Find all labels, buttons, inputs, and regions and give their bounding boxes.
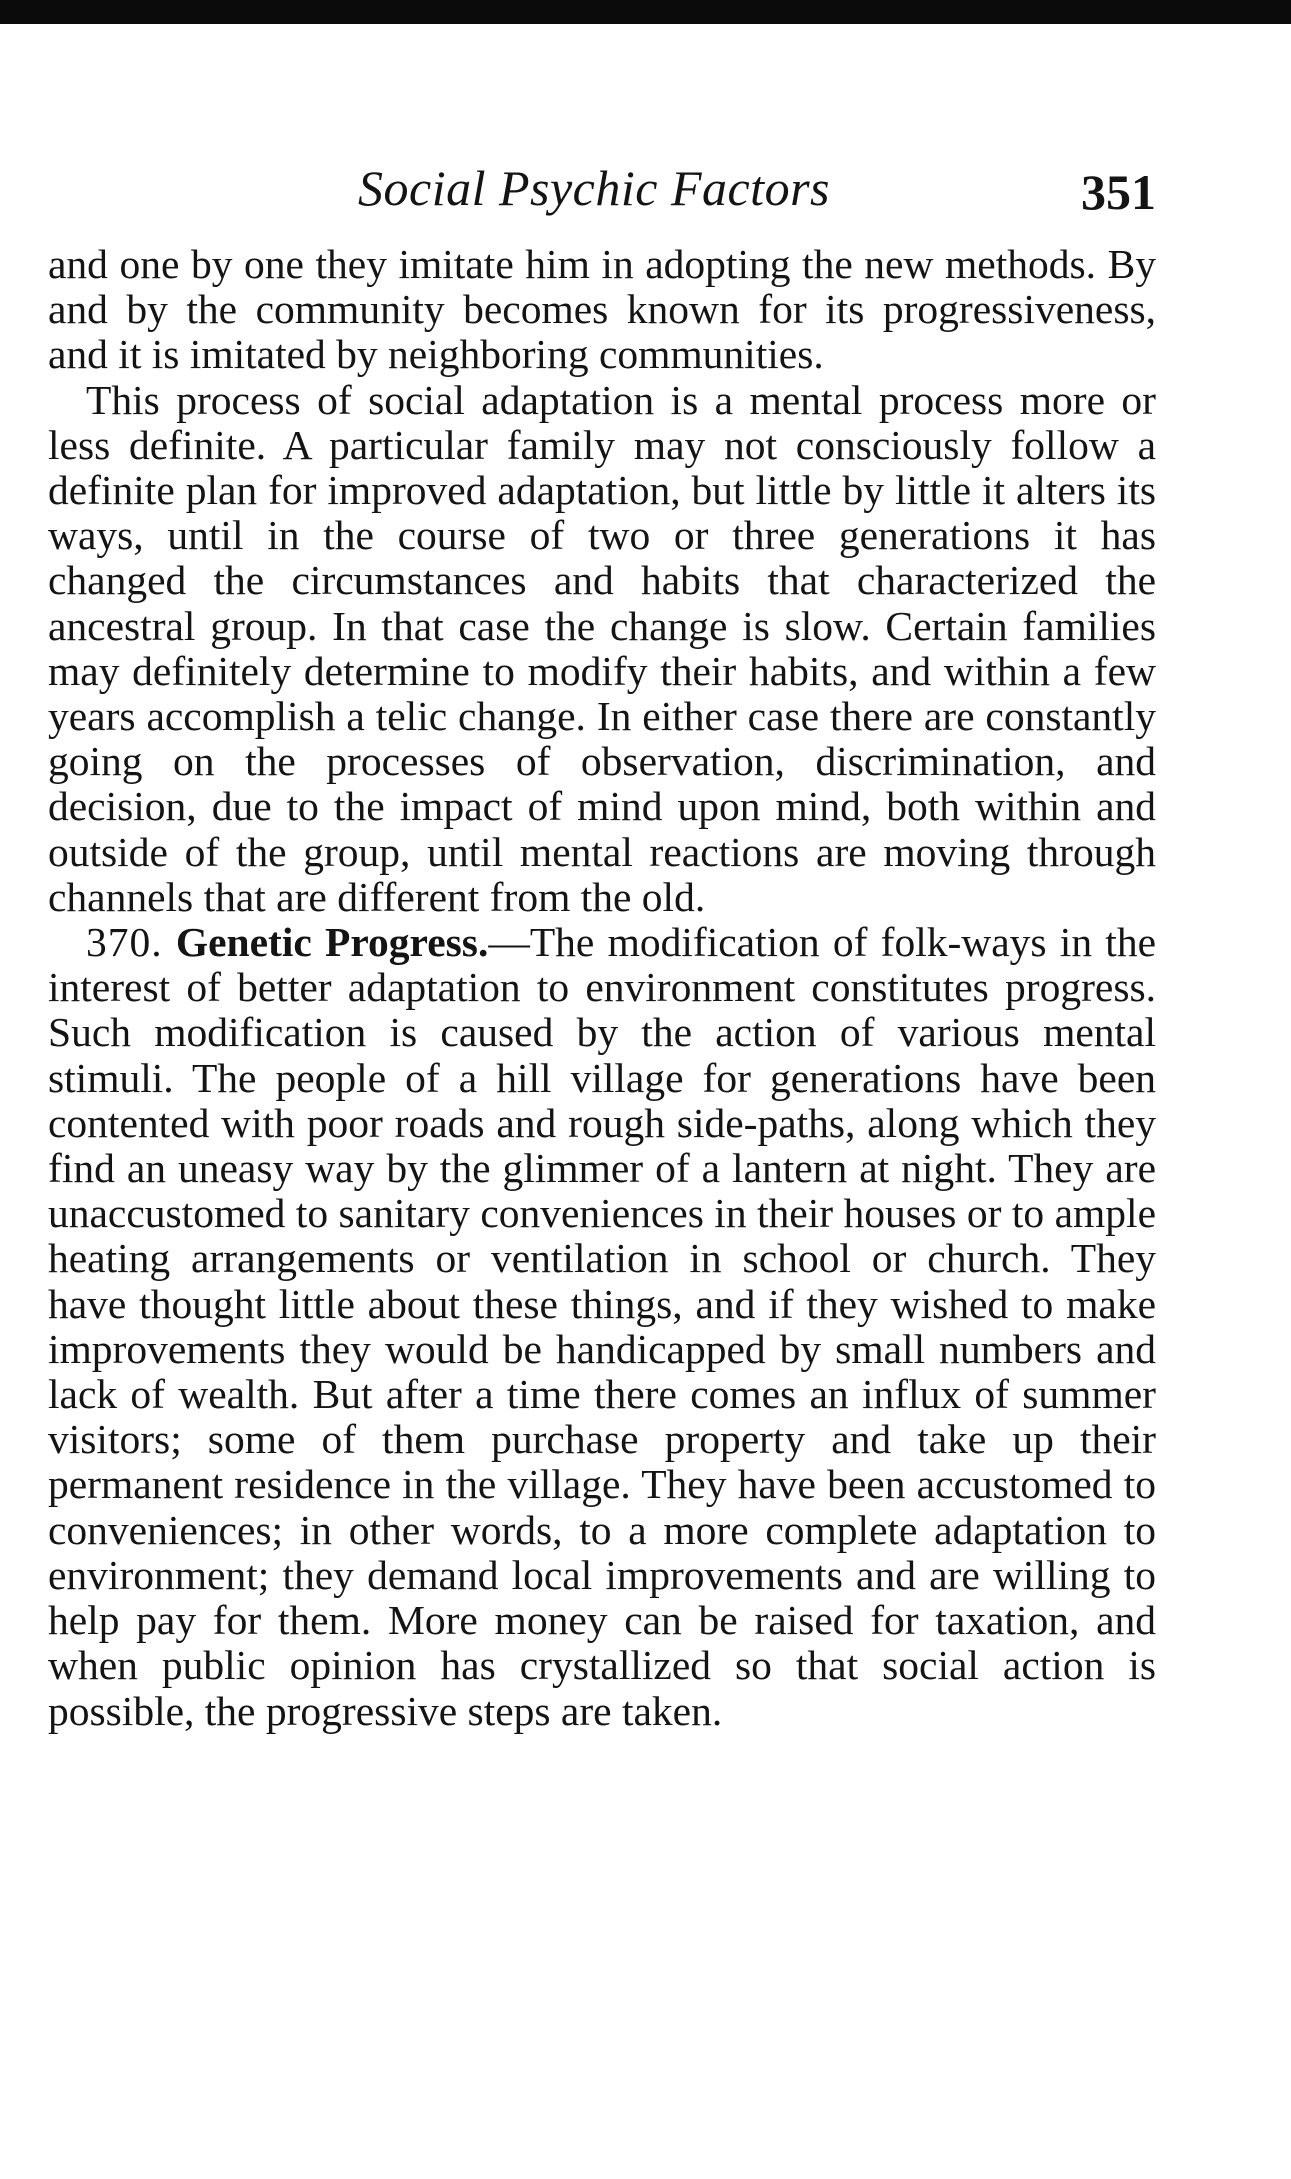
running-head (48, 150, 1156, 242)
section-text: —The modification of folk-ways in the interest of better adaptation to environment constitutes progress. Such modification is caused by the action of various mental stimuli. The people of a hill village for generations have been contented with poor roads and rough side-paths, along which they find an uneasy way by the glimmer of a lantern at night. They are unaccustomed to sanitary conveniences in their houses or to ample heating arrangements or ventilation in school or church. They have thought little about these things, and if they wished to make improvements they would be handicapped by small numbers and lack of wealth. But after a time there comes an influx of summer visitors; some of them purchase property and take up their permanent residence in the village. They have been accustomed to conveniences; in other words, to a more complete adaptation to environment; they demand local improvements and are willing to help pay for them. More money can be raised for taxation, and when public opinion has crystallized so that social action is possible, the progressive steps are taken. (48, 919, 1156, 1734)
running-title: Social Psychic Factors (358, 160, 830, 216)
book-page (48, 150, 1156, 1734)
section-370-paragraph (48, 920, 1156, 1734)
body-text (48, 242, 1156, 1734)
paragraph-continued: and one by one they imitate him in adopting the new methods. By and by the community becomes known for its progressiveness, and it is imitated by neighboring communities. (48, 241, 1156, 378)
top-scan-border (0, 0, 1291, 24)
section-heading: Genetic Progress. (175, 919, 489, 966)
paragraph-social-adaptation: This process of social adaptation is a mental process more or less definite. A particular family may not consciously follow a definite plan for improved adaptation, but little by little it alters its ways, until in the course of two or three generations it has changed the circumstances and habits that characterized the ancestral group. In that case the change is slow. Certain families may definitely determine to modify their habits, and within a few years accomplish a telic change. In either case there are constantly going on the processes of observation, discrimination, and decision, due to the impact of mind upon mind, both within and outside of the group, until mental reactions are moving through channels that are different from the old. (48, 376, 1156, 920)
section-number: 370. (86, 919, 163, 966)
page-number: 351 (1081, 164, 1156, 220)
